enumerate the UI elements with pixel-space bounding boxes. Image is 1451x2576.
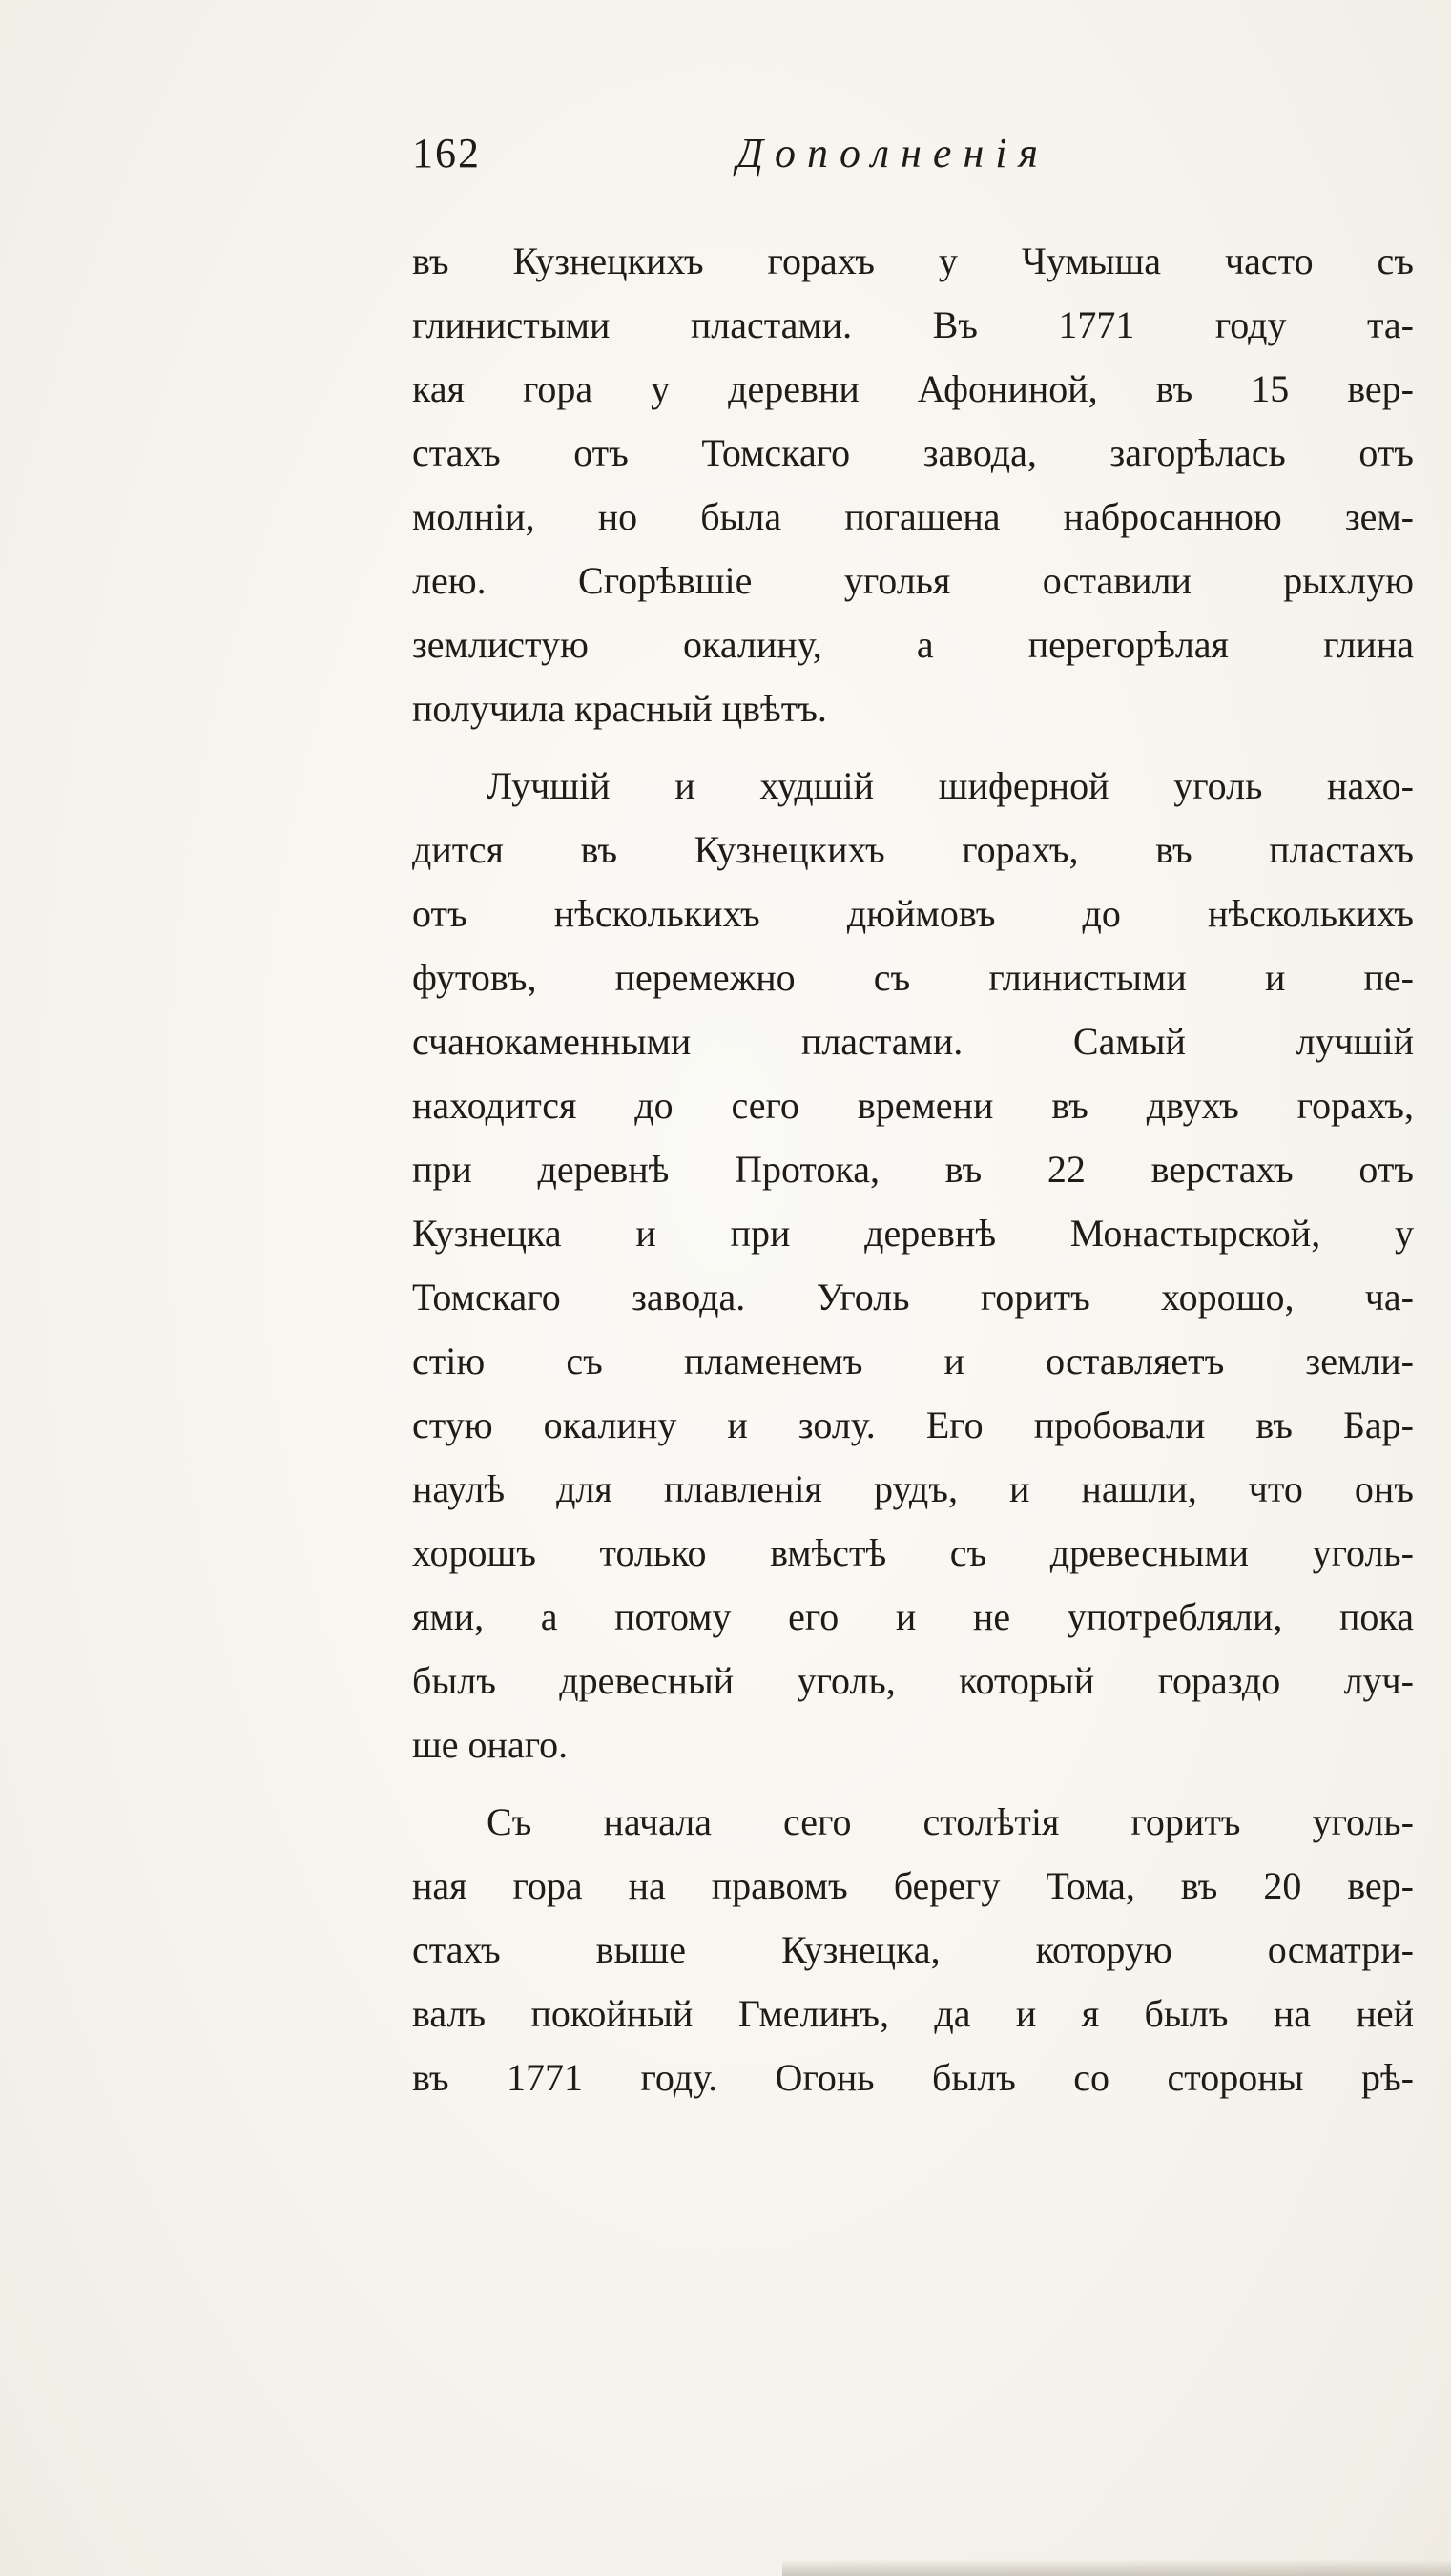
- page-edge-shadow: [782, 2559, 1451, 2576]
- text-line: землистую окалину, а перегорѣлая глина: [412, 623, 1414, 666]
- text-line: наулѣ для плавленія рудъ, и нашли, что онъ: [412, 1467, 1414, 1510]
- page-header: [412, 129, 1414, 186]
- page-number: 162: [412, 130, 481, 177]
- text-line: валъ покойный Гмелинъ, да и я былъ на ней: [412, 1992, 1414, 2035]
- running-head: Дополненія: [736, 130, 1049, 177]
- text-line: дится въ Кузнецкихъ горахъ, въ пластахъ: [412, 828, 1414, 871]
- text-line: отъ нѣсколькихъ дюймовъ до нѣсколькихъ: [412, 892, 1414, 935]
- paragraph-1: [412, 229, 1414, 740]
- text-line: въ 1771 году. Огонь былъ со стороны рѣ-: [412, 2056, 1414, 2099]
- text-line: находится до сего времени въ двухъ горахъ,: [412, 1084, 1414, 1127]
- text-line: стахъ отъ Томскаго завода, загорѣлась отъ: [412, 431, 1414, 474]
- text-line: при деревнѣ Протока, въ 22 верстахъ отъ: [412, 1148, 1414, 1191]
- text-line: стахъ выше Кузнецка, которую осматри-: [412, 1928, 1414, 1971]
- body-text: [412, 229, 1414, 2109]
- text-line: молніи, но была погашена набросанною зем-: [412, 495, 1414, 538]
- text-line: стію съ пламенемъ и оставляетъ земли-: [412, 1340, 1414, 1382]
- text-line: былъ древесный уголь, который гораздо луч-: [412, 1659, 1414, 1702]
- text-line: Томскаго завода. Уголь горитъ хорошо, ча-: [412, 1276, 1414, 1319]
- text-line: ная гора на правомъ берегу Тома, въ 20 вер-: [412, 1864, 1414, 1907]
- text-line: Кузнецка и при деревнѣ Монастырской, у: [412, 1212, 1414, 1255]
- text-line: кая гора у деревни Афониной, въ 15 вер-: [412, 367, 1414, 410]
- text-line: ше онаго.: [412, 1723, 569, 1766]
- text-line: лею. Сгорѣвшіе уголья оставили рыхлую: [412, 559, 1414, 602]
- text-line: Лучшій и худшій шиферной уголь нахо-: [487, 764, 1414, 807]
- paragraph-3: [412, 1790, 1414, 2109]
- text-line: футовъ, перемежно съ глинистыми и пе-: [412, 956, 1414, 999]
- text-line: Съ начала сего столѣтія горитъ уголь-: [487, 1800, 1414, 1843]
- paragraph-2: [412, 754, 1414, 1776]
- text-line: въ Кузнецкихъ горахъ у Чумыша часто съ: [412, 239, 1414, 282]
- text-line: глинистыми пластами. Въ 1771 году та-: [412, 303, 1414, 346]
- text-line: стую окалину и золу. Его пробовали въ Бар-: [412, 1403, 1414, 1446]
- text-line: получила красный цвѣтъ.: [412, 687, 827, 730]
- text-line: ями, а потому его и не употребляли, пока: [412, 1595, 1414, 1638]
- text-line: счанокаменными пластами. Самый лучшій: [412, 1020, 1414, 1063]
- text-line: хорошъ только вмѣстѣ съ древесными уголь-: [412, 1531, 1414, 1574]
